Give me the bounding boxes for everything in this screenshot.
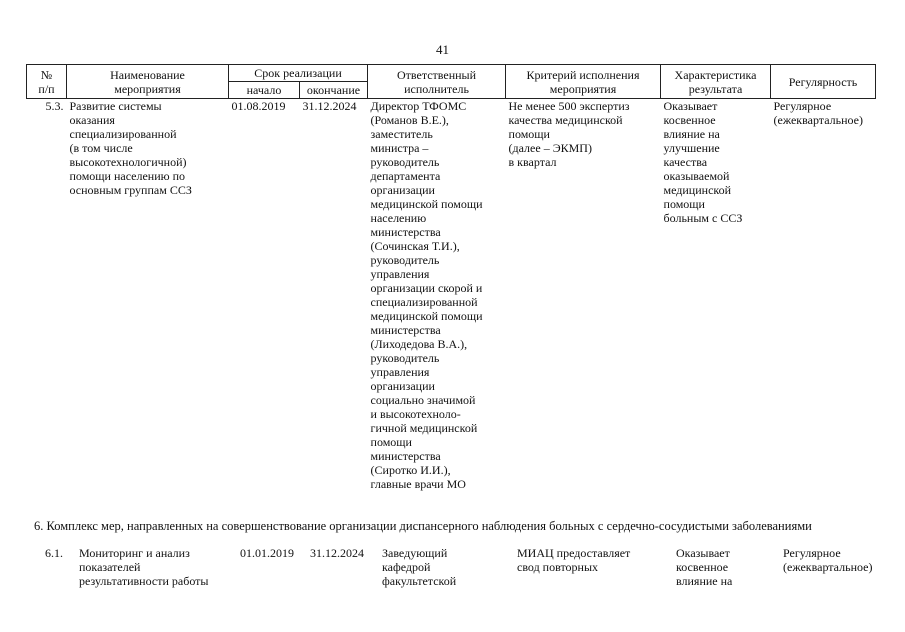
row-result: Оказывает косвенное влияние на <box>676 546 733 588</box>
row-criterion: МИАЦ предоставляет свод повторных <box>517 546 631 574</box>
row-end: 31.12.2024 <box>302 99 357 113</box>
page-number: 41 <box>436 42 449 57</box>
header-result: Характеристика результата <box>661 65 771 99</box>
row-start: 01.01.2019 <box>240 546 294 560</box>
header-criterion: Критерий исполнения мероприятия <box>506 65 661 99</box>
row-responsible: Директор ТФОМС (Романов В.Е.), заместитель министра – руководитель департамента организации медицинской помощи населению министерства (Сочинская Т.И.), руководитель управления организации скорой и специализированной медицинской помощи министерства (Лиходедова В.А.), руководитель управления организации социально значимой и высокотехноло- гичной медицинской помощи министерства (Сиротко И.И.), главные врачи МО <box>370 99 483 491</box>
row-responsible: Заведующий кафедрой факультетской <box>382 546 457 588</box>
section-heading: 6. Комплекс мер, направленных на совершенствование организации диспансерного наблюдения больных с сердечно-сосудистыми заболеваниями <box>34 519 812 533</box>
row-name: Развитие системы оказания специализированной (в том числе высокотехнологичной) помощи населению по основным группам ССЗ <box>69 99 192 197</box>
row-regularity: Регулярное (ежеквартальное) <box>783 546 873 574</box>
row-regularity: Регулярное (ежеквартальное) <box>773 99 863 127</box>
row-start: 01.08.2019 <box>231 99 286 113</box>
header-name: Наименование мероприятия <box>67 65 229 99</box>
row-name: Мониторинг и анализ показателей результативности работы <box>79 546 209 588</box>
header-period: Срок реализации <box>229 65 368 82</box>
row-end: 31.12.2024 <box>310 546 364 560</box>
header-regularity: Регулярность <box>771 65 876 99</box>
table-row <box>27 99 876 492</box>
measures-table <box>26 64 876 491</box>
row-criterion: Не менее 500 экспертиз качества медицинской помощи (далее – ЭКМП) в квартал <box>508 99 630 169</box>
header-end: окончание <box>300 82 368 99</box>
header-responsible: Ответственный исполнитель <box>368 65 506 99</box>
header-start: начало <box>229 82 300 99</box>
row-num: 6.1. <box>45 546 63 560</box>
row-num: 5.3. <box>45 99 64 113</box>
header-num: № п/п <box>27 65 67 99</box>
row-result: Оказывает косвенное влияние на улучшение качества оказываемой медицинской помощи больным с ССЗ <box>663 99 743 225</box>
